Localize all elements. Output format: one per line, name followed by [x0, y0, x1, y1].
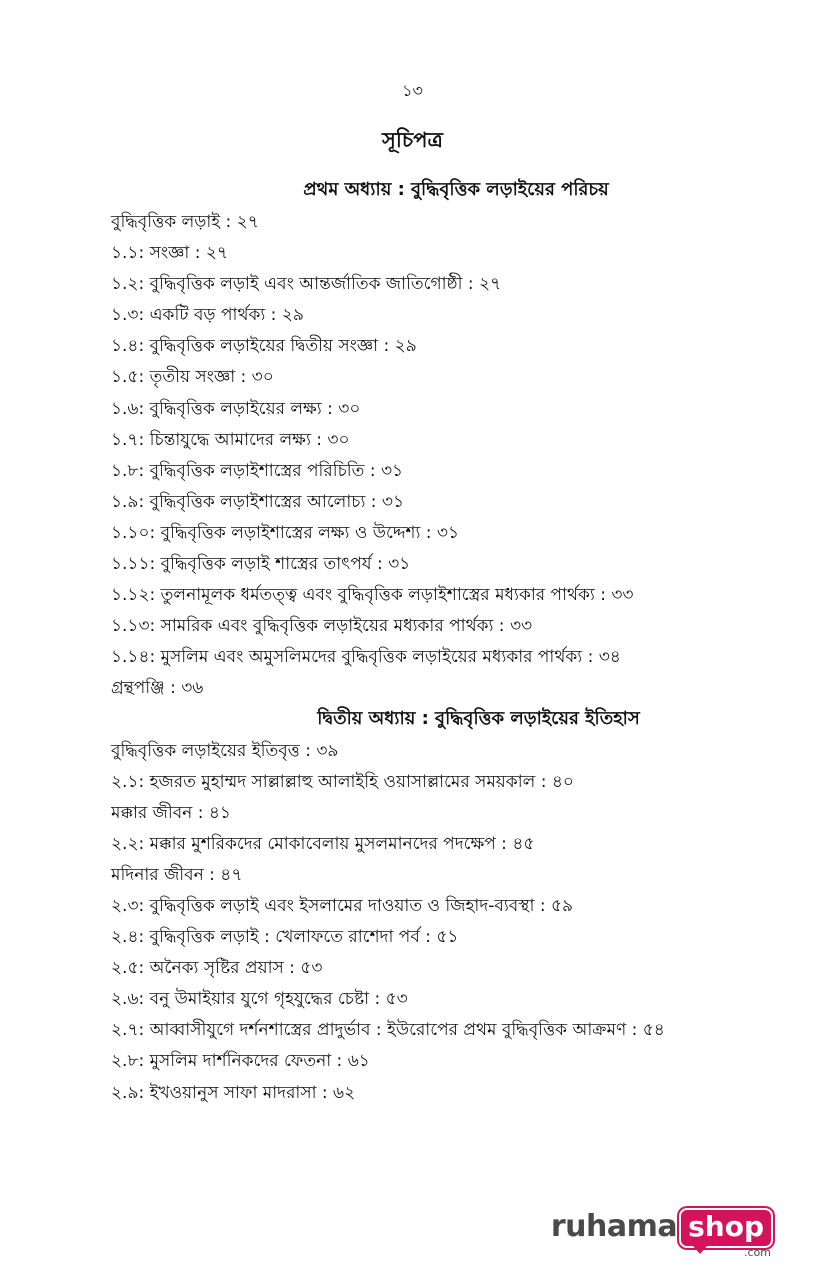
logo-wordmark: ruhama: [550, 1209, 678, 1244]
toc-entry: ২.৯: ইখওয়ানুস সাফা মাদরাসা : ৬২: [111, 1082, 356, 1103]
page-title: সূচিপত্র: [382, 128, 443, 152]
toc-entry: ২.১: হজরত মুহাম্মদ সাল্লাল্লাহু আলাইহি ওয়াসাল্লামের সময়কাল : ৪০: [111, 771, 574, 792]
toc-entry: ১.৩: একটি বড় পার্থক্য : ২৯: [111, 305, 304, 326]
toc-entry: ১.১১: বুদ্ধিবৃত্তিক লড়াই শাস্ত্রের তাৎপর্য : ৩১: [111, 554, 411, 575]
logo-domain-suffix: .com: [744, 1246, 771, 1259]
toc-entry: ১.৪: বুদ্ধিবৃত্তিক লড়াইয়ের দ্বিতীয় সংজ্ঞা : ২৯: [111, 336, 417, 357]
toc-entry: ১.১০: বুদ্ধিবৃত্তিক লড়াইশাস্ত্রের লক্ষ্য ও উদ্দেশ্য : ৩১: [111, 522, 460, 543]
toc-entry: ১.৭: চিন্তাযুদ্ধে আমাদের লক্ষ্য : ৩০: [111, 429, 350, 450]
toc-entry: ১.১৩: সামরিক এবং বুদ্ধিবৃত্তিক লড়াইয়ের মধ্যকার পার্থক্য : ৩৩: [111, 616, 533, 637]
toc-entry: ২.৩: বুদ্ধিবৃত্তিক লড়াই এবং ইসলামের দাওয়াত ও জিহাদ-ব্যবস্থা : ৫৯: [111, 895, 574, 916]
toc-entry: মক্কার জীবন : ৪১: [111, 802, 231, 823]
toc-entry: ১.৬: বুদ্ধিবৃত্তিক লড়াইয়ের লক্ষ্য : ৩০: [111, 398, 361, 419]
logo-shop-badge: shop: [679, 1208, 773, 1248]
toc-entry: ১.৮: বুদ্ধিবৃত্তিক লড়াইশাস্ত্রের পরিচিতি : ৩১: [111, 460, 404, 481]
toc-entry: ১.১: সংজ্ঞা : ২৭: [111, 243, 228, 264]
toc-entry: বুদ্ধিবৃত্তিক লড়াইয়ের ইতিবৃত্ত : ৩৯: [111, 740, 339, 761]
toc-entry: ২.২: মক্কার মুশরিকদের মোকাবেলায় মুসলমানদের পদক্ষেপ : ৪৫: [111, 833, 535, 854]
chapter-1-heading: প্রথম অধ্যায় : বুদ্ধিবৃত্তিক লড়াইয়ের পরিচয়: [303, 179, 609, 200]
toc-entry: ২.৪: বুদ্ধিবৃত্তিক লড়াই : খেলাফতে রাশেদা পর্ব : ৫১: [111, 927, 459, 948]
chapter-1-entries: [111, 207, 731, 705]
toc-entry: ১.১২: তুলনামূলক ধর্মতত্ত্ব এবং বুদ্ধিবৃত্তিক লড়াইশাস্ত্রের মধ্যকার পার্থক্য : ৩৩: [111, 585, 634, 606]
toc-entry: ২.৬: বনু উমাইয়ার যুগে গৃহযুদ্ধের চেষ্টা : ৫৩: [111, 989, 408, 1010]
toc-entry: ২.৭: আব্বাসীযুগে দর্শনশাস্ত্রের প্রাদুর্ভাব : ইউরোপের প্রথম বুদ্ধিবৃত্তিক আক্রমণ : ৫৪: [111, 1020, 665, 1041]
toc-entry: ২.৫: অনৈক্য সৃষ্টির প্রয়াস : ৫৩: [111, 958, 323, 979]
toc-entry: বুদ্ধিবৃত্তিক লড়াই : ২৭: [111, 212, 259, 232]
toc-entry: ২.৮: মুসলিম দার্শনিকদের ফেতনা : ৬১: [111, 1051, 370, 1072]
toc-entry: ১.১৪: মুসলিম এবং অমুসলিমদের বুদ্ধিবৃত্তিক লড়াইয়ের মধ্যকার পার্থক্য : ৩৪: [111, 647, 621, 668]
ruhamashop-logo: [550, 1208, 773, 1259]
chapter-2-entries: [111, 736, 731, 1109]
toc-entry: গ্রন্থপঞ্জি : ৩৬: [111, 678, 204, 699]
table-of-contents: [111, 176, 731, 1109]
page-number: ১৩: [402, 81, 423, 100]
toc-entry: ১.৫: তৃতীয় সংজ্ঞা : ৩০: [111, 367, 274, 388]
chapter-2-heading: দ্বিতীয় অধ্যায় : বুদ্ধিবৃত্তিক লড়াইয়ের ইতিহাস: [317, 707, 640, 729]
toc-entry: ১.৯: বুদ্ধিবৃত্তিক লড়াইশাস্ত্রের আলোচ্য : ৩১: [111, 491, 404, 512]
toc-entry: মদিনার জীবন : ৪৭: [111, 864, 243, 885]
toc-entry: ১.২: বুদ্ধিবৃত্তিক লড়াই এবং আন্তর্জাতিক জাতিগোষ্ঠী : ২৭: [111, 274, 502, 295]
